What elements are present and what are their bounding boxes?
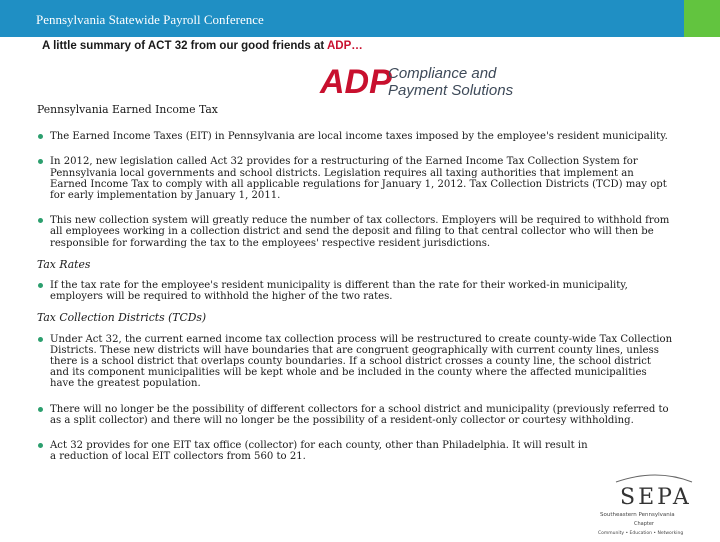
section-title-tax-rates: Tax Rates [37,257,91,271]
adp-logo-line1: Compliance and [388,65,497,82]
sepa-arc [616,475,692,482]
sepa-logo-line2: Chapter [634,521,654,527]
list-item: This new collection system will greatly reduce the number of tax collectors. Employers will be required to withhold from all employees working in a collection district and send the deposit and filing to that central collector who will then be responsible for forwarding the tax to the employees' respective resident jurisdictions. [37,215,673,249]
adp-logo-text [388,65,513,99]
subtitle [42,40,363,52]
list-item: The Earned Income Taxes (EIT) in Pennsylvania are local income taxes imposed by the employee's resident municipality. [37,131,673,142]
sepa-logo [596,470,718,538]
list-item: In 2012, new legislation called Act 32 provides for a restructuring of the Earned Income Tax Collection System for Pennsylvania local governments and school districts. Legislation requires all taxing authorities that implement an Earned Income Tax to comply with all applicable regulations for January 1, 2012. Tax Collection Districts (TCD) may opt for early implementation by January 1, 2011. [37,156,673,201]
list-item: If the tax rate for the employee's resident municipality is different than the rate for their worked-in municipality, employers will be required to withhold the higher of the two rates. [37,280,673,302]
list-item: Act 32 provides for one EIT tax office (collector) for each county, other than Philadelphia. It will result in a reduction of local EIT collectors from 560 to 21. [37,440,590,462]
adp-logo-brand: ADP [320,63,392,101]
adp-logo-line2: Payment Solutions [388,82,514,99]
adp-logo [318,63,538,101]
list-item: There will no longer be the possibility of different collectors for a school district and municipality (previously referred to as a split collector) and there will no longer be the possibility of a resident-only collector or courtesy withholding. [37,404,673,426]
page-title: Pennsylvania Statewide Payroll Conference [36,12,264,27]
header-accent [684,0,720,37]
list-item: Under Act 32, the current earned income tax collection process will be restructured to create county-wide Tax Collection Districts. These new districts will have boundaries that are congruent geographically with current county lines, unless there is a school district that overlaps county boundaries. If a school district crosses a county line, the school district and its component municipalities will be kept whole and be included in the county where the affected municipalities have the greatest population. [37,334,673,390]
section-title-eit: Pennsylvania Earned Income Tax [37,103,218,116]
sepa-logo-name: SEPA [620,485,692,510]
sepa-logo-graphic [596,470,718,538]
adp-logo-mark [318,63,392,101]
sepa-logo-line1: Southeastern Pennsylvania [600,512,675,518]
content-body [37,104,673,476]
section-title-tcds: Tax Collection Districts (TCDs) [37,311,207,325]
subtitle-highlight: ADP… [326,40,363,52]
sepa-logo-line3: Community • Education • Networking [598,531,684,536]
subtitle-text: A little summary of ACT 32 from our good friends at [42,40,327,52]
